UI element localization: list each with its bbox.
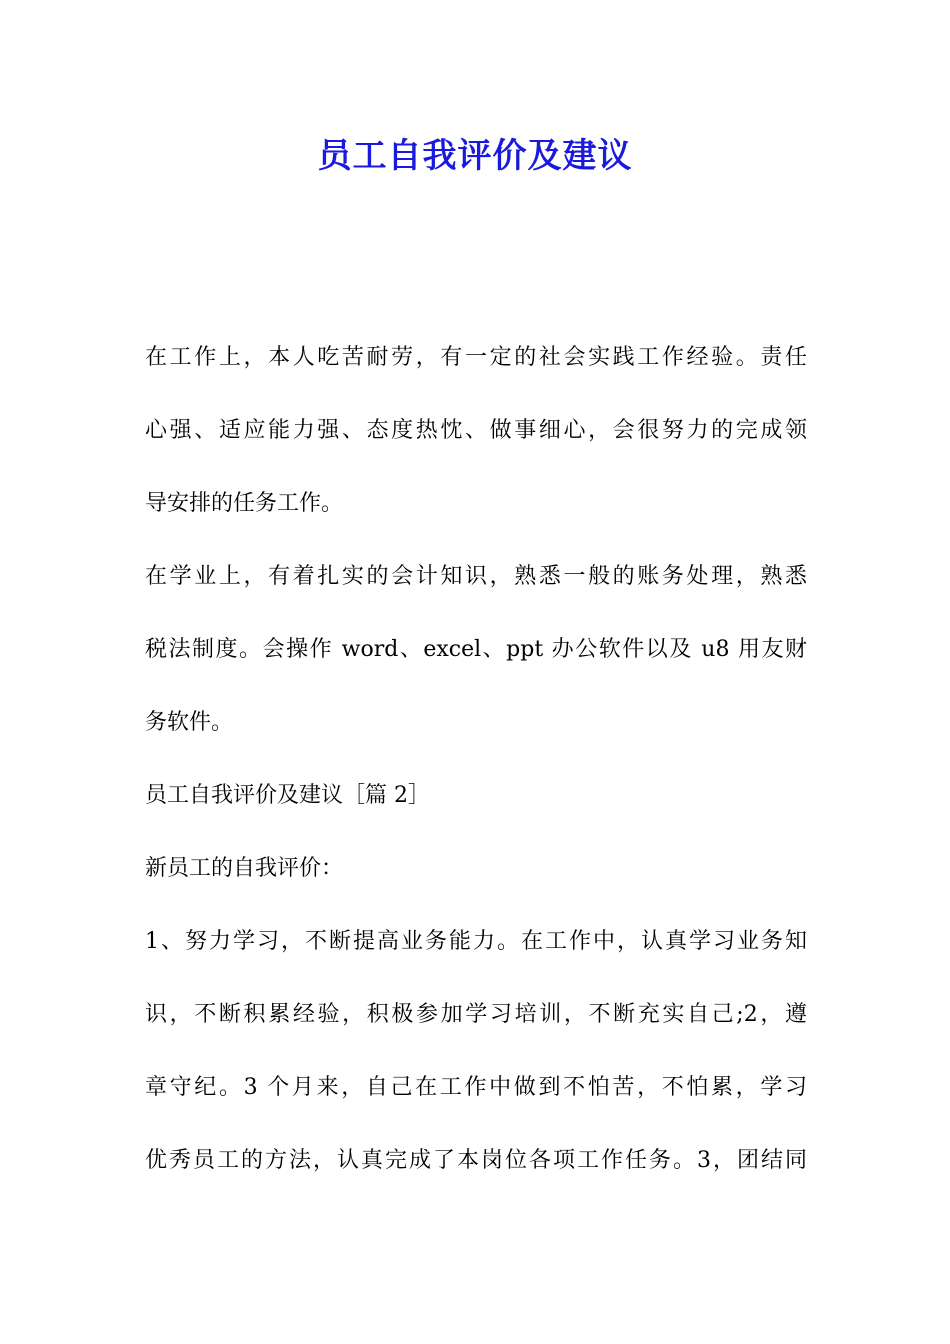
document-body xyxy=(145,340,807,1179)
body-line-4: 在学业上，有着扎实的会计知识，熟悉一般的账务处理，熟悉 xyxy=(145,564,807,589)
body-line-6: 务软件。 xyxy=(145,710,234,735)
body-line-3: 导安排的任务工作。 xyxy=(145,491,344,516)
body-line-9: 1、努力学习，不断提高业务能力。在工作中，认真学习业务知 xyxy=(145,929,807,954)
body-line-2: 心强、适应能力强、态度热忱、做事细心，会很努力的完成领 xyxy=(145,418,807,443)
document-title: 员工自我评价及建议 xyxy=(317,136,633,176)
section-heading: 员工自我评价及建议［篇 2］ xyxy=(145,783,430,808)
body-line-12: 优秀员工的方法，认真完成了本岗位各项工作任务。3，团结同 xyxy=(145,1148,807,1173)
body-line-5: 税法制度。会操作 word、excel、ppt 办公软件以及 u8 用友财 xyxy=(145,637,807,662)
body-line-11: 章守纪。3 个月来，自己在工作中做到不怕苦，不怕累，学习 xyxy=(145,1075,807,1100)
body-line-1: 在工作上，本人吃苦耐劳，有一定的社会实践工作经验。责任 xyxy=(145,345,807,370)
body-line-8: 新员工的自我评价： xyxy=(145,856,344,881)
body-line-10: 识，不断积累经验，积极参加学习培训，不断充实自己;2，遵 xyxy=(145,1002,807,1027)
